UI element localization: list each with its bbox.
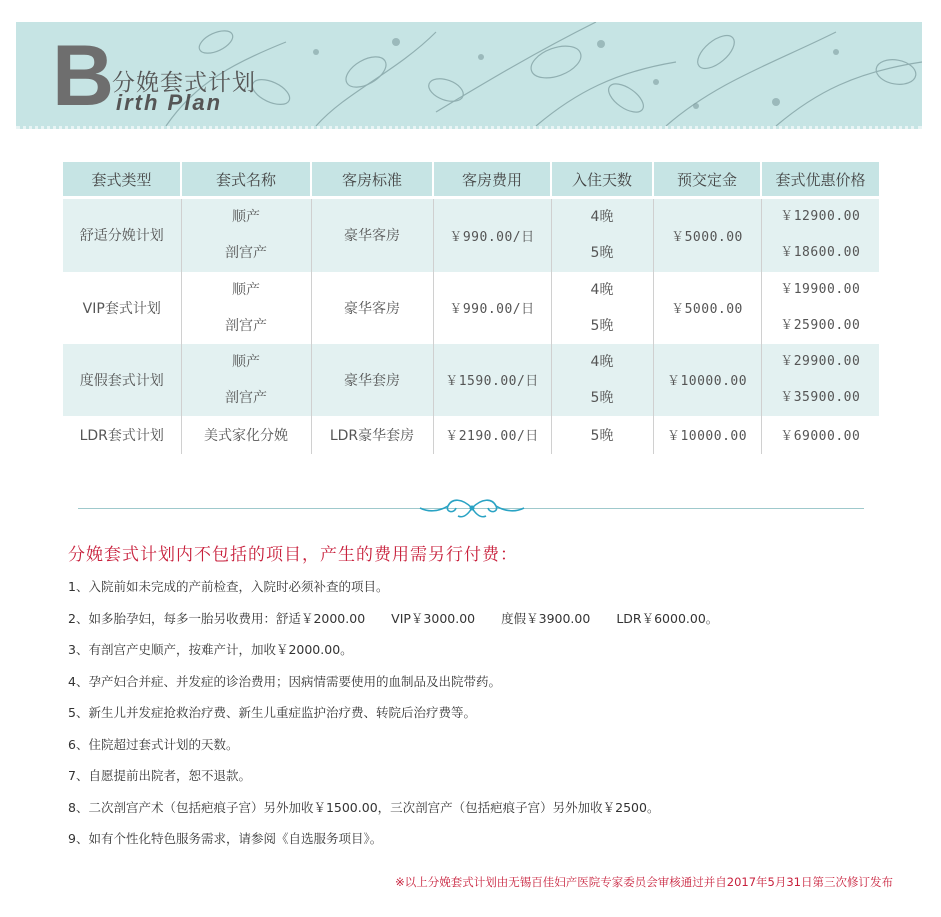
room-fee: ￥990.00/日 [433, 272, 551, 344]
package-price: ￥69000.00 [780, 429, 861, 444]
deposit: ￥5000.00 [653, 198, 761, 272]
stay-day: 5晚 [590, 389, 614, 406]
list-item: 4、孕产妇合并症、并发症的诊治费用；因病情需要使用的血制品及出院带药。 [68, 673, 501, 689]
package-price: ￥18600.00 [780, 245, 861, 261]
table-row [63, 416, 879, 454]
list-item: 6、住院超过套式计划的天数。 [68, 736, 239, 752]
list-item: 1、入院前如未完成的产前检查，入院时必须补查的项目。 [68, 579, 389, 594]
list-item-text: VIP￥3000.00 [391, 610, 476, 626]
list-item: 5、新生儿并发症抢救治疗费、新生儿重症监护治疗费、转院后治疗费等。 [68, 705, 476, 720]
stay-day: 5晚 [551, 416, 653, 454]
package-price: ￥12900.00 [780, 209, 861, 225]
column-header: 客房标准 [311, 162, 433, 198]
plan-names [181, 272, 311, 344]
list-item-text: 度假￥3900.00 [501, 610, 591, 626]
plan-name: 剖宫产 [225, 245, 267, 262]
package-prices [761, 344, 879, 416]
list-item: 9、如有个性化特色服务需求，请参阅《自选服务项目》。 [68, 831, 383, 846]
room-standard: 豪华客房 [311, 272, 433, 344]
footer-note: ※以上分娩套式计划由无锡百佳妇产医院专家委员会审核通过并自2017年5月31日第三次修订发布 [395, 875, 893, 889]
plan-name: 剖宫产 [225, 389, 267, 406]
header-banner [16, 22, 922, 129]
deposit: ￥10000.00 [653, 416, 761, 454]
plan-type: VIP套式计划 [63, 272, 181, 344]
table-header-row [63, 162, 879, 198]
table-row [63, 198, 879, 272]
column-header: 套式优惠价格 [761, 162, 879, 198]
package-price: ￥19900.00 [780, 281, 861, 297]
plan-names [181, 344, 311, 416]
package-price: ￥29900.00 [780, 353, 861, 369]
stay-day: 4晚 [590, 353, 614, 370]
plan-type: 舒适分娩计划 [63, 198, 181, 272]
table-row [63, 272, 879, 344]
scroll-ornament-icon [412, 494, 532, 522]
column-header: 套式名称 [181, 162, 311, 198]
list-item: 7、自愿提前出院者，恕不退款。 [68, 768, 251, 783]
plan-name: 剖宫产 [225, 317, 267, 334]
room-fee: ￥1590.00/日 [433, 344, 551, 416]
list-item-text: LDR￥6000.00。 [616, 610, 719, 626]
plan-name: 顺产 [232, 209, 260, 226]
title-initial: B [52, 28, 113, 124]
stay-days [551, 198, 653, 272]
stay-day: 5晚 [590, 317, 614, 334]
room-standard: 豪华套房 [311, 344, 433, 416]
room-fee: ￥990.00/日 [433, 198, 551, 272]
column-header: 入住天数 [551, 162, 653, 198]
list-item-text: 2、如多胎孕妇，每多一胎另收费用：舒适￥2000.00 [68, 610, 366, 626]
page-subtitle: irth Plan [116, 90, 223, 115]
deposit: ￥10000.00 [653, 344, 761, 416]
table-row [63, 344, 879, 416]
plan-names [181, 198, 311, 272]
plan-name: 美式家化分娩 [181, 416, 311, 454]
list-item [68, 609, 718, 641]
list-item: 8、二次剖宫产术（包括疤痕子宫）另外加收￥1500.00，三次剖宫产（包括疤痕子宫）另外加收￥2500。 [68, 799, 660, 815]
stay-days [551, 272, 653, 344]
package-prices [761, 272, 879, 344]
package-price: ￥35900.00 [780, 389, 861, 405]
room-standard: 豪华客房 [311, 198, 433, 272]
plan-name: 顺产 [232, 353, 260, 370]
stay-day: 5晚 [590, 245, 614, 262]
column-header: 预交定金 [653, 162, 761, 198]
notice-list [68, 577, 718, 861]
package-prices [761, 198, 879, 272]
plan-table [63, 162, 879, 454]
stay-day: 4晚 [590, 209, 614, 226]
page-title: 分娩套式计划 [112, 70, 256, 96]
room-standard: LDR豪华套房 [311, 416, 433, 454]
notice-title: 分娩套式计划内不包括的项目，产生的费用需另行付费： [68, 545, 518, 565]
deposit: ￥5000.00 [653, 272, 761, 344]
package-price: ￥25900.00 [780, 317, 861, 333]
plan-type: 度假套式计划 [63, 344, 181, 416]
room-fee: ￥2190.00/日 [433, 416, 551, 454]
list-item: 3、有剖宫产史顺产，按难产计，加收￥2000.00。 [68, 642, 353, 657]
stay-day: 4晚 [590, 281, 614, 298]
column-header: 客房费用 [433, 162, 551, 198]
plan-name: 顺产 [232, 281, 260, 298]
stay-days [551, 344, 653, 416]
column-header: 套式类型 [63, 162, 181, 198]
plan-type: LDR套式计划 [63, 416, 181, 454]
